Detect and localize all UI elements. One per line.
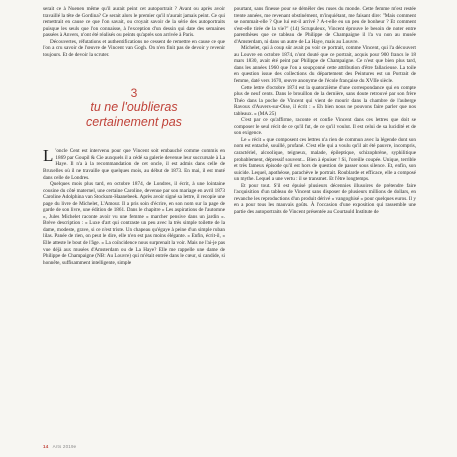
body-paragraph: Et pour tout. S'il est épuisé plusieurs décennies illusoires de prétendre faire l'acquisition d'un tableau de Vincent sans disposer de plusieurs millions de dollars, en revanche les reproductions d'un produit dérivé « vangoghisé » pour quelques euros. Il y en a pour tous les mauvais goûts. À l'occasion d'une exposition qui rassemble une partie des autoportraits de Vincent présentée au Courtauld Institute de: [234, 182, 416, 215]
page-footer: [43, 444, 76, 449]
intro-paragraph-1: serait ce à Nuenen même qu'il aurait peint cet autoportrait ? Avant ou après avoir travaillé la tête de Gordina? Ce serait alors le premier qu'il n'aurait jamais peint. Ce qui remettrait en cause ce que l'on savait, ou croyait savoir de la série des autoportraits puisque les seuls que l'on connaisse, à l'exception d'un dessin qui date des semaines passées à Anvers, n'ont été réalisés ou peints qu'après son arrivée à Paris.: [43, 6, 225, 39]
chapter-opening-paragraph: [43, 148, 225, 181]
body-paragraph: pourtant, sans finesse pour se démêler des ruses du monde. Cette femme m'est restée trente années, me revenant obstinément, m'inquiétant, me faisant dire: "Mais comment se nommait-elle ? Que lui est-il arrivé ? A-t-elle eu un peu de bonheur ? Et comment s'est-elle tirée de la vie?" (14) Scrupuleux, Vincent éprouve le besoin de noter entre parenthèses que ce tableau de Philippe de Champaigne il l'a vu non au musée d'Amsterdam, ni dans un autre de La Haye, mais au Louvre.: [234, 6, 416, 45]
drop-cap: L: [43, 146, 54, 166]
body-paragraph: Le « récit » que composent ces lettres n'a rien de commun avec la légende dont son nom est entaché, souillé, profané. C'est elle qui a voulu qu'il ait été pauvre, incompris, caractériel, alcoolique, teigneux, malade, épileptique, schizophrène, syphilitique probablement, dépressif souvent... Bien à épuiser ! Si, l'oreille coupée. Unique, terrible et très fameux épisode qu'il est hors de question de passer sous silence. Et, enfin, son suicide. Lequel, apothéose, parachève le portrait. Roublarde et efficace, elle a composé un mythe. Lequel a une vertu : il se transmet. Et l'être longtemps.: [234, 136, 416, 183]
body-paragraph: C'est par ce qu'affirme, raconte et confie Vincent dans ces lettres que doit se composer le seul récit de ce qu'il fut, de ce qu'il voulut. Il est celui de sa lucidité et de son exigence.: [234, 117, 416, 137]
publication-name: Arts 2019e: [52, 444, 77, 449]
page-number: 14: [43, 444, 49, 449]
left-column: [43, 6, 225, 266]
chapter-title-line-1: tu ne l'oublieras: [90, 100, 178, 115]
intro-paragraph-2: Découvertes, réfutations et authentifications ne cessent de remettre en cause ce que l'on a cru savoir de l'œuvre de Vincent van Gogh. On n'en finit pas de devoir y revenir toujours. Et de devoir la scruter.: [43, 38, 225, 58]
body-paragraph: Cette lettre d'octobre 1874 est la quatorzième d'une correspondance qui en compte plus de neuf cents. Dans le brouillon de la dernière, sans doute retrouvé par son frère Théo dans la poche de Vincent qui vient de mourir dans la chambre de l'auberge Ravoux d'Auvers-sur-Oise, il écrit : « Eh bien nous ne pouvons faire parler que nos tableaux. » (MA 25): [234, 84, 416, 117]
chapter-number: 3: [130, 86, 138, 101]
chapter-heading: [43, 86, 225, 130]
chapter-opening-text: 'oncle Cent est intervenu pour que Vincent soit embauché comme commis en 1869 par Goupil & Cie auxquels il a cédé sa galerie devenue leur succursale à La Haye. Il n'a à la recommandation de cet oncle, il est admis dans celle de Bruxelles où il ne travaille que quelques mois, au début de 1873. En mai, il est muté dans celle de Londres.: [43, 148, 225, 181]
chapter-title-line-2: certainement pas: [86, 115, 182, 130]
body-paragraph: Quelques mois plus tard, en octobre 1874, de Londres, il écrit, à une lointaine cousine du côté maternel, une certaine Caroline, devenue par son mariage en avril 1873 Caroline Adolphina van Stockum-Haanebeek. Après avoir signé sa lettre, il recopie une page du livre de Michelet, L'Amour. Il a pris soin d'écrire, en son nom sur la page de garde de son livre, une édition de 1861. Dans le chapitre « Les aspirations de l'automne », Jules Michelet raconte avoir vu une femme « marcher pensive dans un jardin ». Brève description : « Luxe d'art qui contraste un peu avec la très simple toilette de la dame, modeste, grave, si ce n'est triste. Un chapeau qu'égaye à peine d'un simple ruban lilas. Panée de rien, on peut le dire, elle n'en est pas moins élégante. » Enfin, écrit-il, « Elle atteste le bout de l'âge. » La coïncidence nous surprenait la voir. Mais ne l'ai-je pas vue déjà aux musées d'Amsterdam ou de La Haye? Elle me rappelle une dame de Philippe de Champaigne (NB: Au Louvre) qui m'était entrée dans le cœur, si candide, si honnête, suffisamment intelligente, simple: [43, 181, 225, 266]
right-column: [234, 6, 416, 216]
body-paragraph: Michelet, qui à coup sûr avait pu voir ce portrait, comme Vincent, qui l'a découvert au Louvre en octobre 1874, n'ont douté que ce portrait, acquis pour 900 francs le 18 mars 1830, avait été peint par Philippe de Champaigne. Ce n'est que bien plus tard, dans les années 1960 que l'on a soupçonné cette attribution d'être fallacieuse. La toile en question issue des collections du département des Peintures est un Portrait de femme, daté vers 1670, œuvre anonyme de l'école française du XVIIe siècle.: [234, 45, 416, 85]
